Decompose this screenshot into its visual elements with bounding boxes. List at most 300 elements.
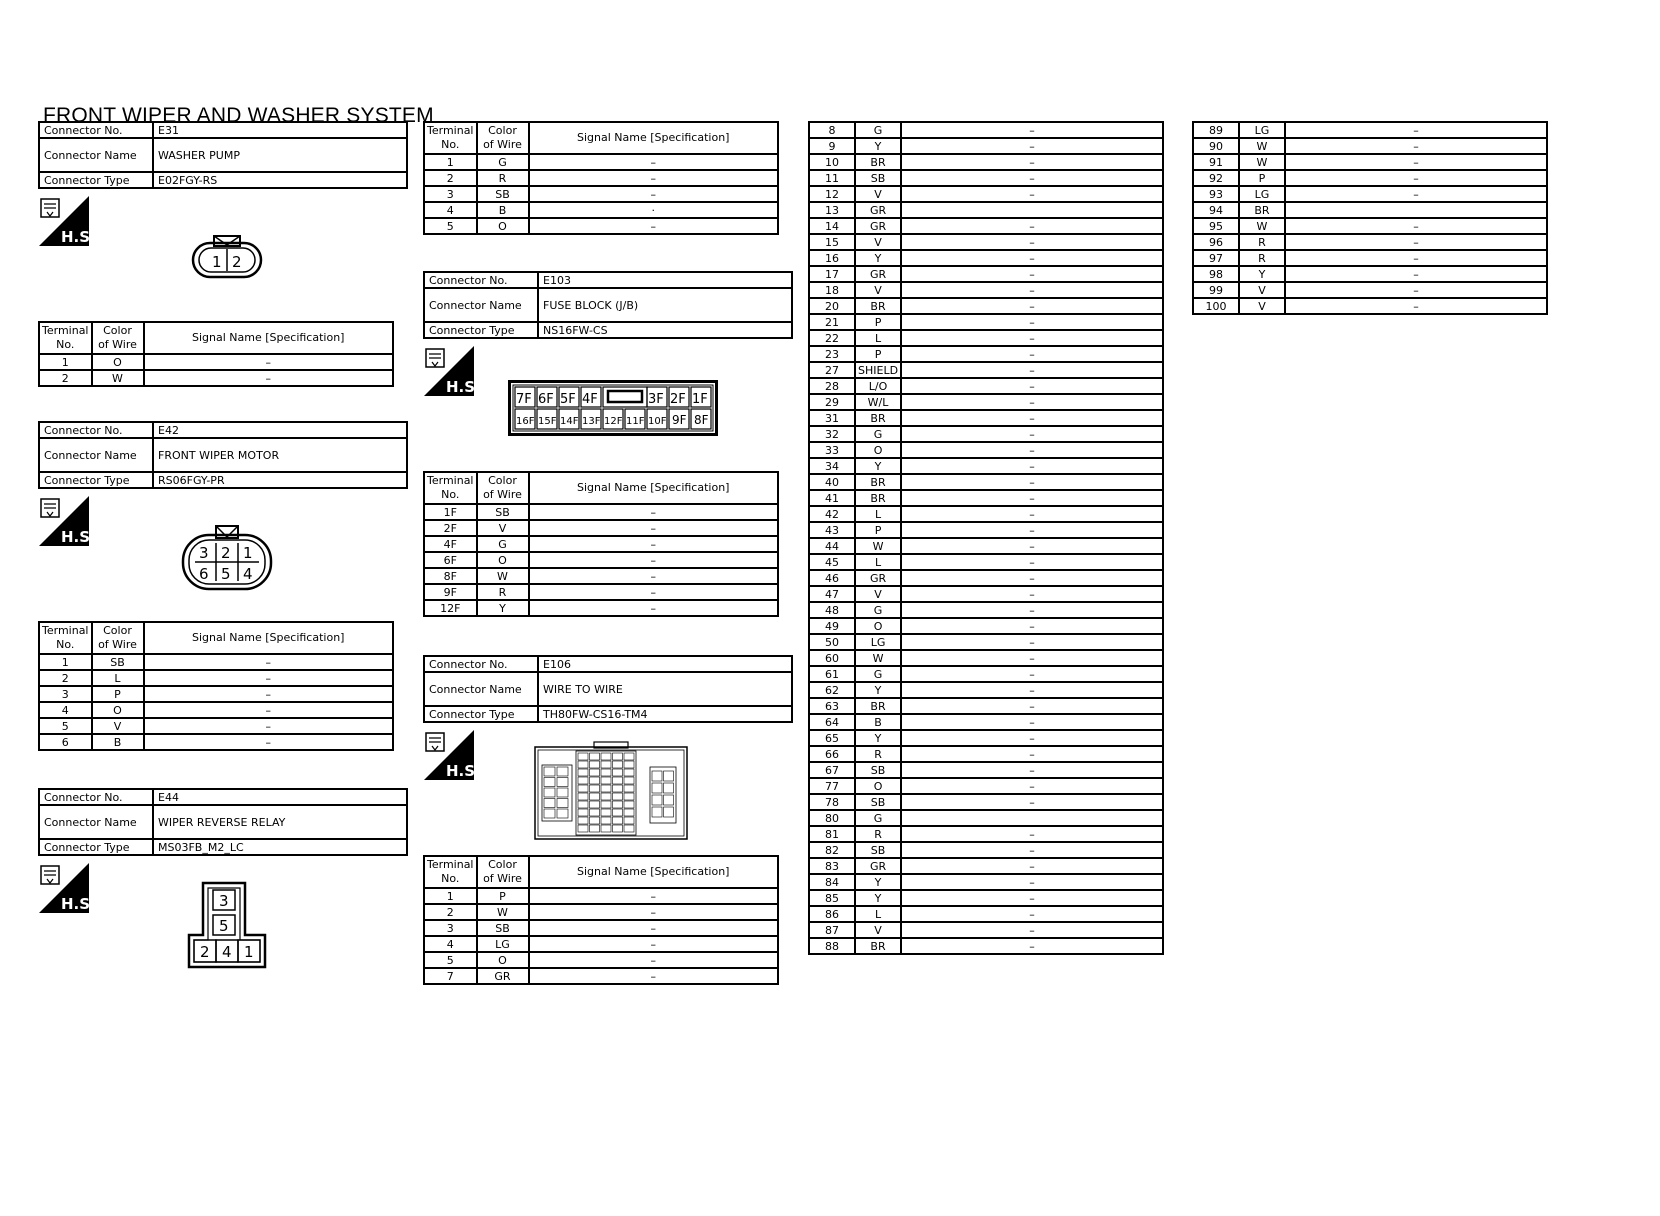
signal-cell: –: [1285, 250, 1547, 266]
svg-text:9F: 9F: [672, 413, 687, 427]
terminal-cell: 29: [809, 394, 855, 410]
pin-table-e106: Terminal No. Color of Wire Signal Name [Specification] 1 P – 2 W – 3 SB – 4 LG – 5 O – 7 GR –: [423, 855, 779, 985]
svg-text:13F: 13F: [582, 416, 601, 427]
connector-info-e106: Connector No. E106 Connector Name WIRE TO WIRE Connector Type TH80FW-CS16-TM4: [423, 655, 793, 723]
signal-cell: –: [1285, 298, 1547, 314]
table-row: [809, 794, 1163, 810]
terminal-cell: 9: [809, 138, 855, 154]
cavity: [544, 799, 555, 808]
table-row: [1193, 170, 1547, 186]
table-row: [809, 842, 1163, 858]
color-cell: P: [1239, 170, 1285, 186]
terminal-cell: 80: [809, 810, 855, 826]
terminal-cell: 88: [809, 938, 855, 954]
connector-face-e103: [508, 380, 718, 436]
terminal-cell: 85: [809, 890, 855, 906]
cavity: [601, 817, 611, 824]
pin-table-e31: [38, 321, 394, 387]
color-cell: V: [1239, 282, 1285, 298]
connector-info-e44: Connector No. E44 Connector Name WIPER REVERSE RELAY Connector Type MS03FB_M2_LC: [38, 788, 408, 856]
svg-text:3F: 3F: [648, 392, 664, 407]
cavity: [613, 793, 623, 800]
signal-cell: –: [901, 458, 1163, 474]
signal-cell: –: [901, 682, 1163, 698]
signal-cell: –: [901, 282, 1163, 298]
svg-text:2F: 2F: [670, 392, 686, 407]
terminal-cell: 40: [809, 474, 855, 490]
terminal-cell: 99: [1193, 282, 1239, 298]
table-row: [1193, 282, 1547, 298]
cavity: [601, 777, 611, 784]
color-cell: Y: [1239, 266, 1285, 282]
signal-cell: –: [901, 138, 1163, 154]
signal-cell: –: [901, 442, 1163, 458]
table-row: [809, 762, 1163, 778]
cavity: [652, 771, 662, 781]
terminal-cell: 10: [809, 154, 855, 170]
cavity: [601, 801, 611, 808]
table-row: [809, 938, 1163, 954]
terminal-cell: 63: [809, 698, 855, 714]
color-cell: W: [855, 650, 901, 666]
color-cell: G: [855, 602, 901, 618]
color-cell: GR: [855, 266, 901, 282]
terminal-cell: 41: [809, 490, 855, 506]
color-cell: Y: [855, 682, 901, 698]
signal-cell: –: [901, 330, 1163, 346]
color-cell: P: [855, 522, 901, 538]
cavity: [664, 795, 674, 805]
cavity: [578, 809, 588, 816]
table-row: [1193, 186, 1547, 202]
cavity: [557, 788, 568, 797]
table-row: 7 GR –: [424, 968, 778, 984]
connector-no-label: Connector No.: [39, 122, 153, 138]
signal-name-header: Signal Name [Specification]: [144, 322, 394, 354]
cavity: [613, 753, 623, 760]
color-cell: V: [855, 186, 901, 202]
svg-text:H.S.: H.S.: [61, 895, 96, 913]
table-row: [809, 490, 1163, 506]
svg-text:8F: 8F: [694, 413, 709, 427]
signal-cell: –: [901, 186, 1163, 202]
terminal-cell: 47: [809, 586, 855, 602]
cavity: [578, 801, 588, 808]
svg-text:5: 5: [219, 917, 229, 935]
color-cell: LG: [1239, 186, 1285, 202]
signal-cell: –: [1285, 186, 1547, 202]
table-row: [809, 362, 1163, 378]
cavity: [613, 785, 623, 792]
connector-face-e31: [190, 233, 264, 281]
cavity: [624, 825, 634, 832]
color-cell: W: [1239, 218, 1285, 234]
table-row: [809, 154, 1163, 170]
table-row: 4 O –: [39, 702, 393, 718]
table-row: 8F W –: [424, 568, 778, 584]
table-row: [809, 618, 1163, 634]
table-row: [1193, 122, 1547, 138]
color-cell: R: [1239, 234, 1285, 250]
signal-cell: –: [1285, 266, 1547, 282]
terminal-cell: 49: [809, 618, 855, 634]
terminal-cell: 86: [809, 906, 855, 922]
cavity: [624, 777, 634, 784]
cavity: [624, 761, 634, 768]
signal-cell: –: [901, 394, 1163, 410]
signal-cell: –: [901, 698, 1163, 714]
signal-cell: –: [901, 362, 1163, 378]
signal-cell: [901, 202, 1163, 218]
signal-cell: –: [901, 842, 1163, 858]
svg-text:4F: 4F: [582, 392, 598, 407]
connector-face-e106: [534, 741, 688, 841]
terminal-cell: 31: [809, 410, 855, 426]
cavity: [578, 785, 588, 792]
terminal-cell: 44: [809, 538, 855, 554]
signal-cell: –: [901, 122, 1163, 138]
signal-cell: –: [901, 602, 1163, 618]
color-cell: LG: [855, 634, 901, 650]
cavity: [544, 767, 555, 776]
color-cell: Y: [855, 138, 901, 154]
signal-cell: –: [901, 922, 1163, 938]
terminal-cell: 62: [809, 682, 855, 698]
table-row: 1 G –: [424, 154, 778, 170]
signal-cell: –: [901, 794, 1163, 810]
color-cell: V: [855, 282, 901, 298]
terminal-cell: 27: [809, 362, 855, 378]
cavity: [578, 761, 588, 768]
cavity: [590, 793, 600, 800]
color-cell: SB: [855, 794, 901, 810]
table-row: [809, 634, 1163, 650]
color-cell: V: [855, 922, 901, 938]
signal-cell: –: [901, 218, 1163, 234]
signal-cell: –: [901, 522, 1163, 538]
pin-label: 1: [212, 253, 222, 271]
terminal-cell: 46: [809, 570, 855, 586]
signal-cell: –: [901, 378, 1163, 394]
terminal-cell: 100: [1193, 298, 1239, 314]
signal-cell: [1285, 202, 1547, 218]
svg-text:1: 1: [244, 943, 254, 961]
table-row: 4 B ·: [424, 202, 778, 218]
signal-cell: –: [901, 314, 1163, 330]
terminal-cell: 21: [809, 314, 855, 330]
connector-info-e103: Connector No. E103 Connector Name FUSE BLOCK (J/B) Connector Type NS16FW-CS: [423, 271, 793, 339]
terminal-cell: 42: [809, 506, 855, 522]
cavity: [601, 761, 611, 768]
svg-text:11F: 11F: [626, 416, 645, 427]
table-row: 2 W –: [424, 904, 778, 920]
pin-table-e42: Terminal No. Color of Wire Signal Name [Specification] 1 SB – 2 L – 3 P – 4 O – 5 V – 6 B –: [38, 621, 394, 751]
table-row: 2F V –: [424, 520, 778, 536]
cavity: [578, 769, 588, 776]
color-cell: GR: [855, 858, 901, 874]
color-cell: LG: [1239, 122, 1285, 138]
terminal-cell: 66: [809, 746, 855, 762]
cavity: [578, 793, 588, 800]
svg-text:5F: 5F: [560, 392, 576, 407]
connector-no-label: Connector No.: [39, 422, 153, 438]
connector-type-value: E02FGY-RS: [153, 172, 407, 188]
color-cell: W: [1239, 154, 1285, 170]
cavity: [613, 801, 623, 808]
table-row: [809, 458, 1163, 474]
signal-cell: –: [901, 170, 1163, 186]
cavity: [664, 771, 674, 781]
color-cell: BR: [855, 490, 901, 506]
connector-info-e31: [38, 121, 408, 189]
table-row: 5 O –: [424, 218, 778, 234]
cavity: [590, 785, 600, 792]
svg-text:2: 2: [221, 544, 231, 562]
connector-type-value: RS06FGY-PR: [153, 472, 407, 488]
svg-text:6F: 6F: [538, 392, 554, 407]
signal-cell: –: [901, 586, 1163, 602]
table-row: [809, 378, 1163, 394]
table-row: [809, 250, 1163, 266]
signal-cell: –: [1285, 282, 1547, 298]
terminal-no-header: Terminal No.: [39, 322, 92, 354]
pin-table-long-2: [1192, 121, 1548, 315]
signal-cell: –: [901, 826, 1163, 842]
connector-type-label: Connector Type: [39, 172, 153, 188]
terminal-cell: 23: [809, 346, 855, 362]
svg-text:10F: 10F: [648, 416, 667, 427]
cavity: [601, 785, 611, 792]
terminal-cell: 17: [809, 266, 855, 282]
color-cell: L: [855, 554, 901, 570]
cavity: [613, 817, 623, 824]
color-cell: R: [855, 826, 901, 842]
connector-name-label: Connector Name: [39, 438, 153, 472]
terminal-cell: 45: [809, 554, 855, 570]
table-row: [1193, 266, 1547, 282]
table-row: [809, 554, 1163, 570]
svg-text:12F: 12F: [604, 416, 623, 427]
table-row: [809, 746, 1163, 762]
color-cell: G: [855, 426, 901, 442]
signal-cell: –: [1285, 122, 1547, 138]
table-row: 6F O –: [424, 552, 778, 568]
table-row: [809, 282, 1163, 298]
signal-cell: –: [901, 762, 1163, 778]
terminal-cell: 11: [809, 170, 855, 186]
connector-face-e44: [186, 880, 268, 970]
signal-cell: [901, 810, 1163, 826]
cavity: [624, 809, 634, 816]
signal-cell: –: [901, 650, 1163, 666]
table-row: 3 P –: [39, 686, 393, 702]
table-row: [809, 522, 1163, 538]
color-cell: SHIELD: [855, 362, 901, 378]
signal-cell: –: [901, 346, 1163, 362]
cavity: [624, 801, 634, 808]
cavity: [601, 769, 611, 776]
signal-cell: –: [901, 250, 1163, 266]
signal-cell: –: [901, 634, 1163, 650]
terminal-cell: 90: [1193, 138, 1239, 154]
color-cell: BR: [855, 154, 901, 170]
table-row: [809, 730, 1163, 746]
terminal-cell: 12: [809, 186, 855, 202]
table-row: [809, 906, 1163, 922]
color-of-wire-header: Color of Wire: [92, 322, 144, 354]
terminal-cell: 82: [809, 842, 855, 858]
cavity: [590, 809, 600, 816]
signal-cell: –: [1285, 138, 1547, 154]
cavity: [590, 825, 600, 832]
hs-label: H.S.: [61, 228, 96, 246]
connector-no-value: E31: [153, 122, 407, 138]
connector-name-value: FRONT WIPER MOTOR: [153, 438, 407, 472]
table-row: [809, 314, 1163, 330]
color-cell: R: [1239, 250, 1285, 266]
cavity: [624, 817, 634, 824]
table-row: [1193, 202, 1547, 218]
color-cell: W: [1239, 138, 1285, 154]
table-row: 6 B –: [39, 734, 393, 750]
harness-side-icon: [424, 730, 481, 780]
color-cell: Y: [855, 890, 901, 906]
table-row: [1193, 250, 1547, 266]
cavity: [544, 778, 555, 787]
terminal-cell: 65: [809, 730, 855, 746]
color-cell: P: [855, 314, 901, 330]
cavity: [613, 769, 623, 776]
cavity: [652, 783, 662, 793]
cavity: [601, 793, 611, 800]
table-row: 1 P –: [424, 888, 778, 904]
pin-table-e44: Terminal No. Color of Wire Signal Name [Specification] 1 G – 2 R – 3 SB – 4 B · 5 O –: [423, 121, 779, 235]
signal-cell: –: [901, 410, 1163, 426]
color-cell: L: [855, 506, 901, 522]
terminal-cell: 48: [809, 602, 855, 618]
cavity: [601, 753, 611, 760]
table-row: [809, 506, 1163, 522]
table-row: [809, 186, 1163, 202]
signal-cell: –: [901, 858, 1163, 874]
terminal-cell: 22: [809, 330, 855, 346]
connector-name-value: WASHER PUMP: [153, 138, 407, 172]
table-row: [809, 682, 1163, 698]
color-cell: Y: [855, 250, 901, 266]
signal-cell: –: [901, 714, 1163, 730]
cavity: [652, 807, 662, 817]
color-cell: L: [855, 906, 901, 922]
cavity: [590, 777, 600, 784]
color-cell: V: [855, 234, 901, 250]
signal-cell: –: [1285, 234, 1547, 250]
table-row: [809, 218, 1163, 234]
table-row: [809, 586, 1163, 602]
color-cell: SB: [855, 842, 901, 858]
color-cell: O: [855, 778, 901, 794]
cavity: [557, 767, 568, 776]
table-row: [809, 426, 1163, 442]
connector-no-value: E42: [153, 422, 407, 438]
signal-cell: –: [901, 570, 1163, 586]
cavity: [624, 793, 634, 800]
terminal-cell: 84: [809, 874, 855, 890]
pin-table-e103: Terminal No. Color of Wire Signal Name [Specification] 1F SB – 2F V – 4F G – 6F O – 8F W – 9F R – 12F Y –: [423, 471, 779, 617]
page-title: FRONT WIPER AND WASHER SYSTEM: [43, 104, 434, 127]
color-cell: G: [855, 666, 901, 682]
signal-cell: –: [901, 778, 1163, 794]
table-row: 3 SB –: [424, 186, 778, 202]
table-row: [809, 410, 1163, 426]
table-row: [809, 442, 1163, 458]
terminal-cell: 95: [1193, 218, 1239, 234]
table-row: [809, 266, 1163, 282]
table-row: 1 SB –: [39, 654, 393, 670]
terminal-cell: 16: [809, 250, 855, 266]
svg-text:1: 1: [243, 544, 253, 562]
svg-text:5: 5: [221, 565, 231, 583]
terminal-cell: 98: [1193, 266, 1239, 282]
terminal-cell: 15: [809, 234, 855, 250]
table-row: [809, 778, 1163, 794]
table-row: [809, 602, 1163, 618]
table-row: [1193, 298, 1547, 314]
cavity: [601, 809, 611, 816]
table-row: [809, 202, 1163, 218]
table-row: [809, 346, 1163, 362]
table-row: [809, 570, 1163, 586]
signal-cell: –: [901, 618, 1163, 634]
table-row: 1 O –: [39, 354, 393, 370]
table-row: [809, 474, 1163, 490]
cavity: [544, 788, 555, 797]
color-cell: GR: [855, 218, 901, 234]
cavity: [664, 783, 674, 793]
table-row: 2 R –: [424, 170, 778, 186]
svg-text:2: 2: [200, 943, 210, 961]
color-cell: B: [855, 714, 901, 730]
color-cell: O: [855, 442, 901, 458]
terminal-cell: 77: [809, 778, 855, 794]
cavity: [613, 809, 623, 816]
terminal-cell: 13: [809, 202, 855, 218]
cavity: [578, 777, 588, 784]
cavity: [652, 795, 662, 805]
color-cell: Y: [855, 874, 901, 890]
svg-text:4: 4: [243, 565, 253, 583]
terminal-cell: 94: [1193, 202, 1239, 218]
terminal-cell: 96: [1193, 234, 1239, 250]
table-row: [809, 666, 1163, 682]
cavity: [578, 825, 588, 832]
signal-cell: –: [901, 538, 1163, 554]
cavity: [590, 761, 600, 768]
svg-text:14F: 14F: [560, 416, 579, 427]
cavity: [613, 761, 623, 768]
color-cell: G: [855, 810, 901, 826]
color-cell: G: [855, 122, 901, 138]
svg-text:7F: 7F: [516, 392, 532, 407]
signal-cell: –: [901, 666, 1163, 682]
cavity: [544, 809, 555, 818]
cavity: [624, 769, 634, 776]
table-row: [1193, 234, 1547, 250]
svg-text:H.S.: H.S.: [61, 528, 96, 546]
table-row: [809, 122, 1163, 138]
color-cell: L/O: [855, 378, 901, 394]
terminal-cell: 60: [809, 650, 855, 666]
svg-text:6: 6: [199, 565, 209, 583]
